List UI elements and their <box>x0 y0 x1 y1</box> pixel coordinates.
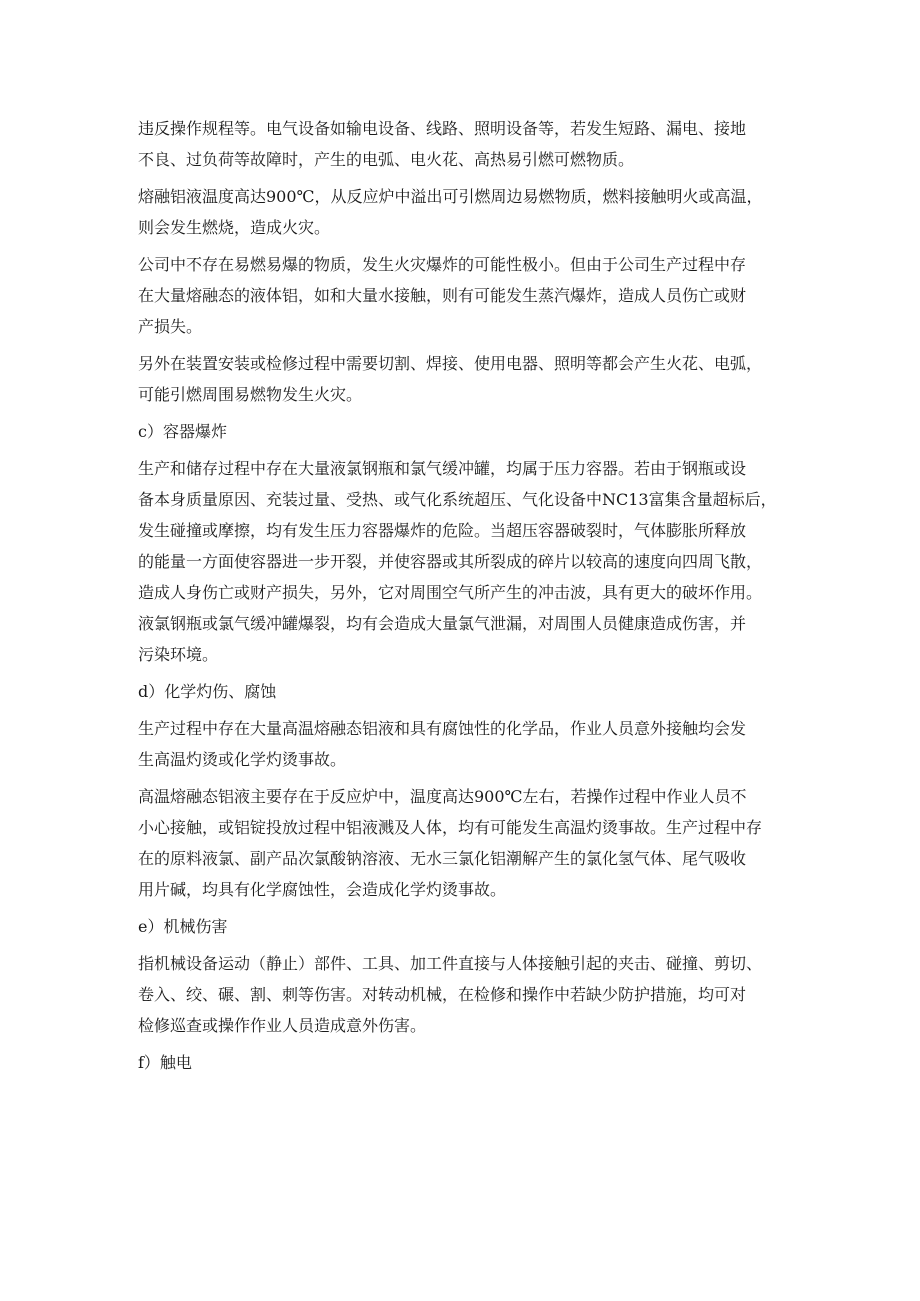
text-line: c）容器爆炸 <box>138 422 227 441</box>
text-line: 造成人身伤亡或财产损失，另外，它对周围空气所产生的冲击波，具有更大的破坏作用。 <box>138 583 763 602</box>
text-line: 的能量一方面使容器进一步开裂，并使容器或其所裂成的碎片以较高的速度向四周飞散， <box>138 552 763 571</box>
text-line: 用片碱，均具有化学腐蚀性，会造成化学灼烫事故。 <box>138 880 507 899</box>
text-line: 熔融铝液温度高达900℃，从反应炉中溢出可引燃周边易燃物质，燃料接触明火或高温， <box>138 187 763 206</box>
text-line: 则会发生燃烧，造成火灾。 <box>138 218 331 237</box>
section-heading <box>138 1047 784 1078</box>
text-line: 污染环境。 <box>138 645 219 664</box>
text-line: 生产过程中存在大量高温熔融态铝液和具有腐蚀性的化学品，作业人员意外接触均会发 <box>138 719 747 738</box>
text-line: 液氯钢瓶或氯气缓冲罐爆裂，均有会造成大量氯气泄漏，对周围人员健康造成伤害，并 <box>138 614 747 633</box>
document-body <box>138 113 784 1084</box>
text-line: e）机械伤害 <box>138 917 228 936</box>
text-line: d）化学灼伤、腐蚀 <box>138 682 277 701</box>
text-line: 公司中不存在易燃易爆的物质，发生火灾爆炸的可能性极小。但由于公司生产过程中存 <box>138 255 747 274</box>
section-heading <box>138 676 784 707</box>
text-line: 指机械设备运动（静止）部件、工具、加工件直接与人体接触引起的夹击、碰撞、剪切、 <box>138 954 763 973</box>
body-paragraph <box>138 113 784 175</box>
body-paragraph <box>138 453 784 670</box>
text-line: 发生碰撞或摩擦，均有发生压力容器爆炸的危险。当超压容器破裂时，气体膨胀所释放 <box>138 521 747 540</box>
section-heading <box>138 911 784 942</box>
text-line: 违反操作规程等。电气设备如输电设备、线路、照明设备等，若发生短路、漏电、接地 <box>138 119 747 138</box>
body-paragraph <box>138 713 784 775</box>
text-line: 检修巡查或操作作业人员造成意外伤害。 <box>138 1016 427 1035</box>
text-line: 另外在装置安装或检修过程中需要切割、焊接、使用电器、照明等都会产生火花、电弧， <box>138 354 763 373</box>
text-line: f）触电 <box>138 1053 192 1072</box>
text-line: 备本身质量原因、充装过量、受热、或气化系统超压、气化设备中NC13富集含量超标后， <box>138 490 777 509</box>
text-line: 生高温灼烫或化学灼烫事故。 <box>138 750 347 769</box>
section-heading <box>138 416 784 447</box>
text-line: 生产和储存过程中存在大量液氯钢瓶和氯气缓冲罐，均属于压力容器。若由于钢瓶或设 <box>138 459 747 478</box>
text-line: 产损失。 <box>138 317 203 336</box>
body-paragraph <box>138 249 784 342</box>
body-paragraph <box>138 781 784 905</box>
body-paragraph <box>138 948 784 1041</box>
text-line: 小心接触，或铝锭投放过程中铝液溅及人体，均有可能发生高温灼烫事故。生产过程中存 <box>138 818 763 837</box>
body-paragraph <box>138 181 784 243</box>
text-line: 不良、过负荷等故障时，产生的电弧、电火花、高热易引燃可燃物质。 <box>138 150 635 169</box>
body-paragraph <box>138 348 784 410</box>
text-line: 在的原料液氯、副产品次氯酸钠溶液、无水三氯化铝潮解产生的氯化氢气体、尾气吸收 <box>138 849 747 868</box>
text-line: 可能引燃周围易燃物发生火灾。 <box>138 385 363 404</box>
text-line: 卷入、绞、碾、割、刺等伤害。对转动机械，在检修和操作中若缺少防护措施，均可对 <box>138 985 747 1004</box>
text-line: 高温熔融态铝液主要存在于反应炉中，温度高达900℃左右，若操作过程中作业人员不 <box>138 787 747 806</box>
text-line: 在大量熔融态的液体铝，如和大量水接触，则有可能发生蒸汽爆炸，造成人员伤亡或财 <box>138 286 747 305</box>
